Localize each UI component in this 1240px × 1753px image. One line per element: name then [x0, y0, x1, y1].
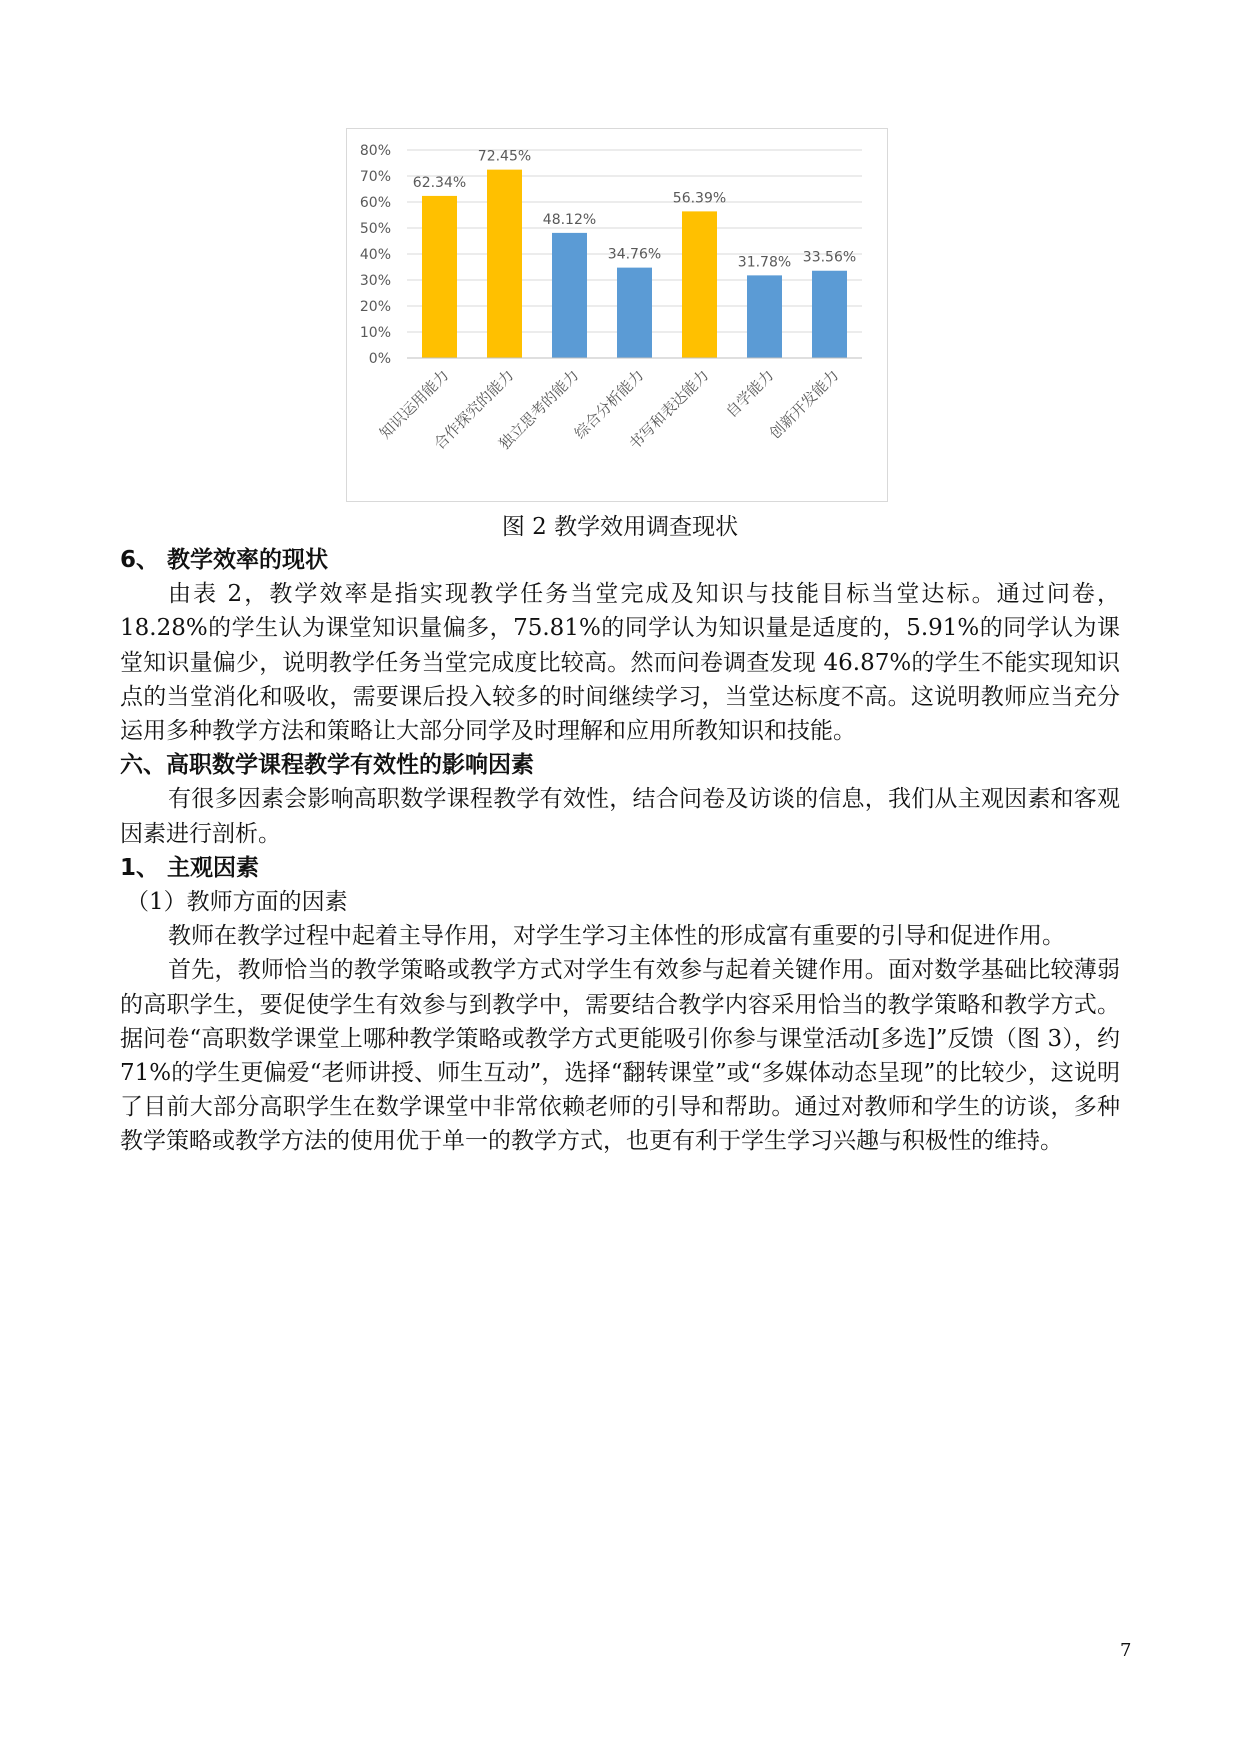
sub1-heading: 1、 主观因素 [120, 854, 260, 881]
x-tick-label: 合作探究的能力 [430, 366, 518, 454]
page-number: 7 [1120, 1640, 1132, 1661]
data-label: 33.56% [802, 249, 857, 266]
document-body [120, 543, 1120, 1159]
bar [812, 271, 847, 358]
section6-paragraph: 由表 2，教学效率是指实现教学任务当堂完成及知识与技能目标当堂达标。通过问卷，18.28%的学生认为课堂知识量偏多，75.81%的同学认为知识量是适度的，5.91%的同学认为课堂知识量偏少，说明教学任务当堂完成度比较高。然而问卷调查发现 46.87%的学生不能实现知识点的当堂消化和吸收，需要课后投入较多的时间继续学习，当堂达标度不高。这说明教师应当充分运用多种教学方法和策略让大部分同学及时理解和应用所教知识和技能。 [120, 581, 1120, 745]
chapter6-heading: 六、高职数学课程教学有效性的影响因素 [120, 752, 534, 779]
data-label: 34.76% [607, 246, 662, 263]
y-tick-label: 20% [359, 299, 391, 315]
y-tick-label: 40% [359, 247, 391, 263]
data-label: 56.39% [672, 190, 727, 207]
bar [422, 196, 457, 358]
first-paragraph: 首先，教师恰当的教学策略或教学方式对学生有效参与起着关键作用。面对数学基础比较薄弱的高职学生，要促使学生有效参与到教学中，需要结合教学内容采用恰当的教学策略和教学方式。据问卷“高职数学课堂上哪种教学策略或教学方式更能吸引你参与课堂活动[多选]”反馈（图 3），约 71%的学生更偏爱“老师讲授、师生互动”，选择“翻转课堂”或“多媒体动态呈现”的比较少，这说明了目前大部分高职学生在数学课堂中非常依赖老师的引导和帮助。通过对教师和学生的访谈，多种教学策略或教学方法的使用优于单一的教学方式，也更有利于学生学习兴趣与积极性的维持。 [120, 957, 1120, 1155]
bar-chart [346, 128, 888, 502]
figure-caption: 图 2 教学效用调查现状 [501, 514, 739, 540]
y-tick-label: 30% [359, 273, 391, 289]
x-tick-label: 知识运用能力 [375, 366, 453, 443]
y-tick-label: 10% [359, 325, 391, 341]
x-tick-label: 书写和表达能力 [625, 366, 713, 454]
data-label: 62.34% [412, 174, 467, 191]
x-tick-label: 自学能力 [722, 366, 778, 422]
y-tick-label: 60% [359, 195, 391, 211]
bar [487, 170, 522, 358]
teacher-paragraph: 教师在教学过程中起着主导作用，对学生学习主体性的形成富有重要的引导和促进作用。 [168, 923, 1065, 950]
y-tick-label: 0% [368, 351, 391, 367]
bar [552, 233, 587, 358]
data-label: 72.45% [477, 148, 532, 165]
chapter6-paragraph: 有很多因素会影响高职数学课程教学有效性，结合问卷及访谈的信息，我们从主观因素和客观因素进行剖析。 [120, 786, 1120, 847]
bar [747, 275, 782, 358]
chart-svg [347, 129, 887, 501]
y-tick-label: 80% [359, 143, 391, 159]
bar [682, 211, 717, 358]
sub1-item: （1）教师方面的因素 [126, 889, 348, 916]
section6-heading: 6、 教学效率的现状 [120, 547, 329, 573]
x-tick-label: 创新开发能力 [765, 366, 843, 443]
bar [617, 268, 652, 358]
x-tick-label: 综合分析能力 [570, 366, 648, 443]
y-tick-label: 70% [359, 169, 391, 185]
x-tick-label: 独立思考的能力 [495, 366, 583, 454]
data-label: 31.78% [737, 254, 792, 271]
data-label: 48.12% [542, 211, 597, 228]
y-tick-label: 50% [359, 221, 391, 237]
